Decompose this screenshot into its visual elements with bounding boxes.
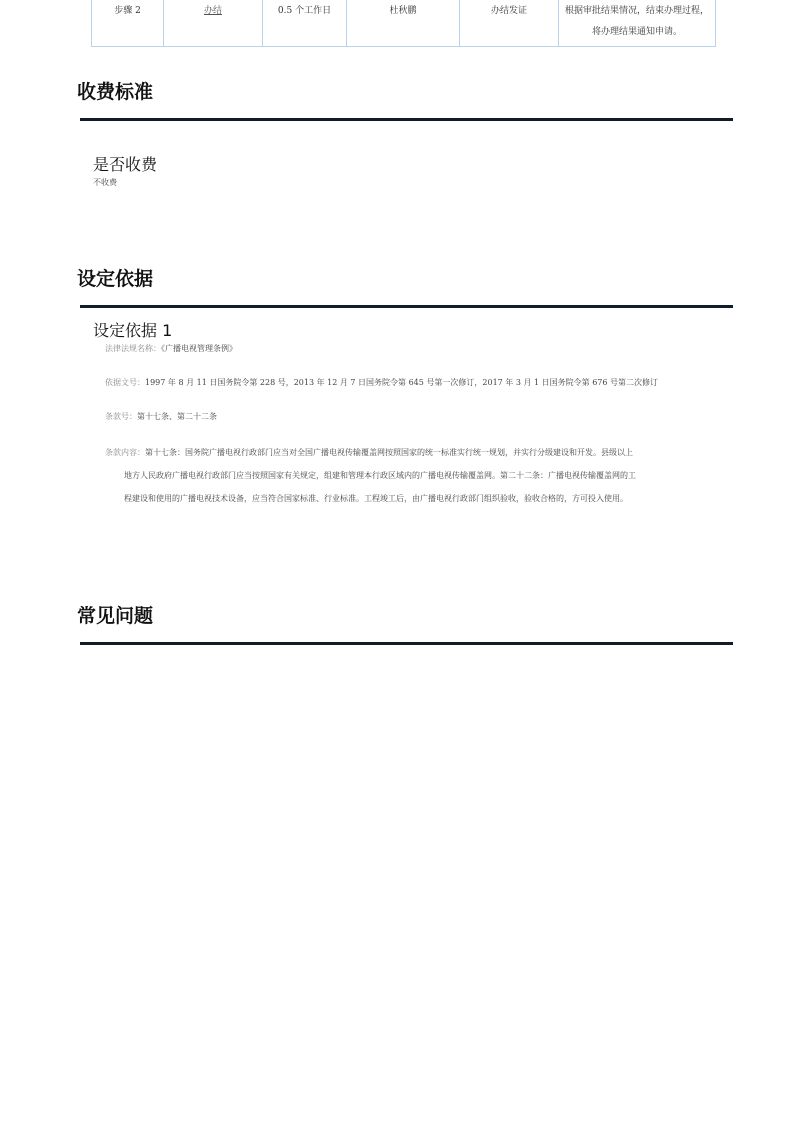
table-row xyxy=(92,0,716,47)
step-name-cell xyxy=(164,0,263,47)
law-name-label: 法律法规名称： xyxy=(105,344,161,353)
step-description xyxy=(559,0,716,47)
clause-content-label: 条款内容： xyxy=(105,448,145,457)
step-duration: 0.5 个工作日 xyxy=(263,0,347,47)
basis-subtitle: 设定依据 1 xyxy=(93,321,173,340)
faq-section-divider xyxy=(80,642,733,645)
step-name-link[interactable]: 办结 xyxy=(203,6,222,16)
doc-number-value: 1997 年 8 月 11 日国务院令第 228 号，2013 年 12 月 7 日国务院令第 645 号第一次修订，2017 年 3 月 1 日国务院令第 676 号第二次修订 xyxy=(145,378,659,387)
fee-subtitle: 是否收费 xyxy=(93,155,158,174)
clause-content xyxy=(105,441,685,510)
faq-section-title: 常见问题 xyxy=(77,605,154,627)
clause-number-label: 条款号： xyxy=(105,412,137,421)
doc-number-label: 依据文号： xyxy=(105,378,145,387)
fee-section-divider xyxy=(80,118,733,121)
step-action: 办结发证 xyxy=(460,0,559,47)
clause-number-row xyxy=(105,411,217,422)
step-description-line2: 将办理结果通知申请。 xyxy=(591,27,682,37)
process-step-table xyxy=(91,0,716,47)
step-person: 杜秋鹏 xyxy=(347,0,460,47)
clause-number-value: 第十七条、第二十二条 xyxy=(137,412,217,421)
law-name-value: 《广播电视管理条例》 xyxy=(161,344,237,353)
fee-section-title: 收费标准 xyxy=(77,81,154,103)
law-name-row xyxy=(105,343,237,354)
step-number: 步骤 2 xyxy=(92,0,164,47)
clause-content-line1: 第十七条：国务院广播电视行政部门应当对全国广播电视传输覆盖网按照国家的统一标准实行统一规划，并实行分级建设和开发。县级以上 xyxy=(145,448,633,457)
clause-content-line2: 地方人民政府广播电视行政部门应当按照国家有关规定，组建和管理本行政区域内的广播电视传输覆盖网。第二十二条：广播电视传输覆盖网的工 xyxy=(124,471,636,480)
clause-content-line3: 程建设和使用的广播电视技术设备，应当符合国家标准、行业标准。工程竣工后，由广播电视行政部门组织验收，验收合格的，方可投入使用。 xyxy=(124,494,628,503)
doc-number-row xyxy=(105,377,658,388)
basis-section-divider xyxy=(80,305,733,308)
fee-value: 不收费 xyxy=(93,178,117,187)
basis-section-title: 设定依据 xyxy=(77,268,154,290)
step-description-line1: 根据审批结果情况，结束办理过程， xyxy=(564,6,709,16)
